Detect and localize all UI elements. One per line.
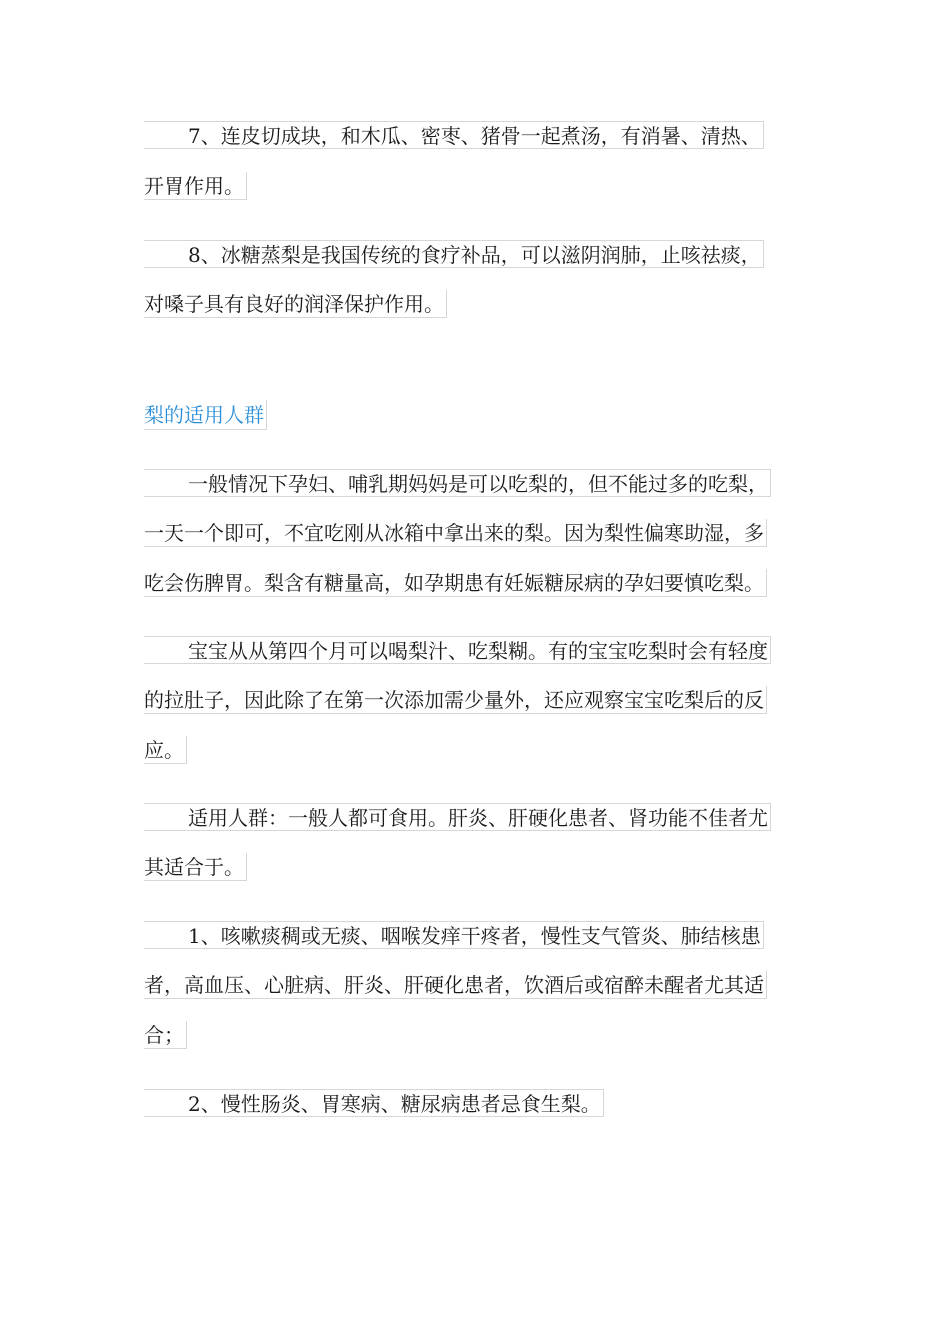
paragraph-line: 一般情况下孕妇、哺乳期妈妈是可以吃梨的，但不能过多的吃梨，	[144, 469, 771, 497]
paragraph-line: 者，高血压、心脏病、肝炎、肝硬化患者，饮酒后或宿醉未醒者尤其适	[144, 971, 767, 999]
paragraph-line: 的拉肚子，因此除了在第一次添加需少量外，还应观察宝宝吃梨后的反	[144, 686, 767, 714]
paragraph-line: 2、慢性肠炎、胃寒病、糖尿病患者忌食生梨。	[144, 1089, 604, 1117]
paragraph-line: 吃会伤脾胃。梨含有糖量高，如孕期患有妊娠糖尿病的孕妇要慎吃梨。	[144, 569, 767, 597]
paragraph-line: 开胃作用。	[144, 172, 247, 200]
paragraph-line: 合；	[144, 1021, 187, 1049]
paragraph-line: 一天一个即可，不宜吃刚从冰箱中拿出来的梨。因为梨性偏寒助湿，多	[144, 519, 767, 547]
paragraph-line: 8、冰糖蒸梨是我国传统的食疗补品，可以滋阴润肺，止咳祛痰，	[144, 240, 764, 268]
paragraph-line: 7、连皮切成块，和木瓜、密枣、猪骨一起煮汤，有消暑、清热、	[144, 121, 764, 149]
paragraph-line: 应。	[144, 736, 187, 764]
paragraph-line: 宝宝从从第四个月可以喝梨汁、吃梨糊。有的宝宝吃梨时会有轻度	[144, 636, 771, 664]
paragraph-line: 对嗓子具有良好的润泽保护作用。	[144, 290, 447, 318]
paragraph-line: 其适合于。	[144, 853, 247, 881]
paragraph-line: 1、咳嗽痰稠或无痰、咽喉发痒干疼者，慢性支气管炎、肺结核患	[144, 921, 764, 949]
section-heading: 梨的适用人群	[144, 400, 267, 430]
paragraph-line: 适用人群：一般人都可食用。肝炎、肝硬化患者、肾功能不佳者尤	[144, 803, 771, 831]
